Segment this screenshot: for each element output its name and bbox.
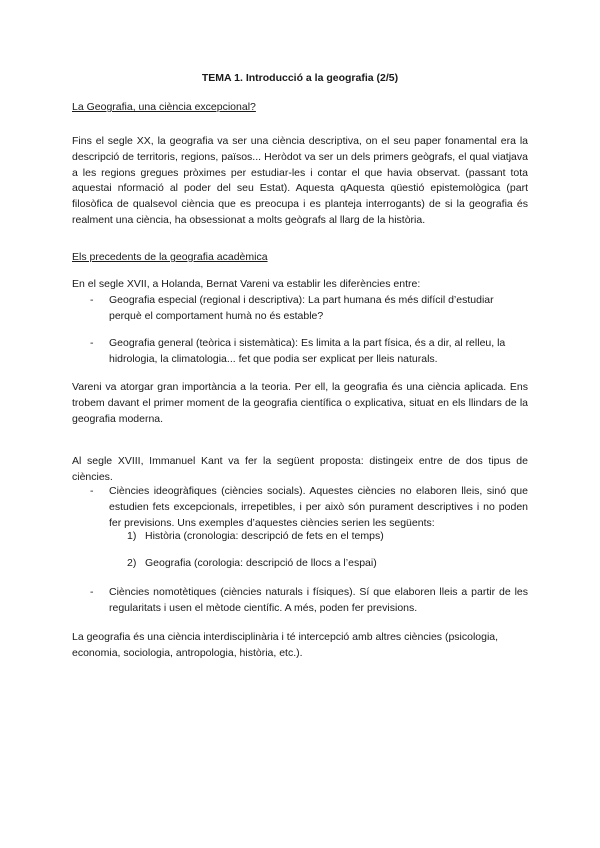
- list-marker: 1): [127, 530, 137, 542]
- list-marker: -: [90, 485, 94, 497]
- list-item-text: Ciències nomotètiques (ciències naturals i físiques). Sí que elaboren lleis a partir de les regularitats i usen el mètode científic. A més, poden fer previsions.: [109, 586, 528, 614]
- list-item-text: Ciències ideogràfiques (ciències socials). Aquestes ciències no elaboren lleis, sinó que estudien fets excepcionals, irrepetibles, i per això són purament descriptives i no poden fer previsions. Uns exemples d’aquestes ciències serien les següents:: [109, 485, 528, 529]
- paragraph-intro: Fins el segle XX, la geografia va ser una ciència descriptiva, on el seu paper fonamental era la descripció de territoris, regions, països... Heròdot va ser un dels primers geògrafs, el qual viatjava a les regions gregues pròximes per estudiar-les i contar el que havia observat. (passant tota aquestai nformació al poder del seu Estat). Aquesta qAquesta qüestió epistemològica (part filosòfica de qualsevol ciència que es preocupa i es planteja interrogants) de si la geografia és realment una ciència, ha obsessionat a molts geògrafs al llarg de la història.: [72, 135, 528, 226]
- paragraph-vareni-theory: Vareni va atorgar gran importància a la teoria. Per ell, la geografia és una ciència aplicada. Ens trobem davant el primer moment de la geografia científica o explicativa, situat en els llindars de la geografia moderna.: [72, 381, 528, 425]
- list-marker: -: [90, 294, 94, 306]
- paragraph-kant-intro: Al segle XVIII, Immanuel Kant va fer la següent proposta: distingeix entre de dos tipus de ciències.: [72, 455, 528, 483]
- list-marker: -: [90, 337, 94, 349]
- list-item-text: Geografia especial (regional i descriptiva): La part humana és més difícil d’estudiar perquè el comportament humà no és estable?: [109, 294, 494, 322]
- list-marker: -: [90, 586, 94, 598]
- paragraph-closing: La geografia és una ciència interdisciplinària i té intercepció amb altres ciències (psicologia, economia, sociologia, antropologia, història, etc.).: [72, 631, 499, 659]
- list-item-text: Història (cronologia: descripció de fets en el temps): [145, 530, 384, 542]
- section-heading-geografia: La Geografia, una ciència excepcional?: [72, 101, 256, 113]
- list-item-text: Geografia general (teòrica i sistemàtica): Es limita a la part física, és a dir, al relleu, la hidrologia, la climatologia... fet que podia ser explicat per lleis naturals.: [109, 337, 506, 365]
- paragraph-vareni-intro: En el segle XVII, a Holanda, Bernat Vareni va establir les diferències entre:: [72, 278, 421, 290]
- document-title: TEMA 1. Introducció a la geografia (2/5): [201, 72, 399, 84]
- list-item-text: Geografia (corologia: descripció de llocs a l’espai): [145, 557, 377, 569]
- section-heading-precedents: Els precedents de la geografia acadèmica: [72, 251, 268, 263]
- list-marker: 2): [127, 557, 137, 569]
